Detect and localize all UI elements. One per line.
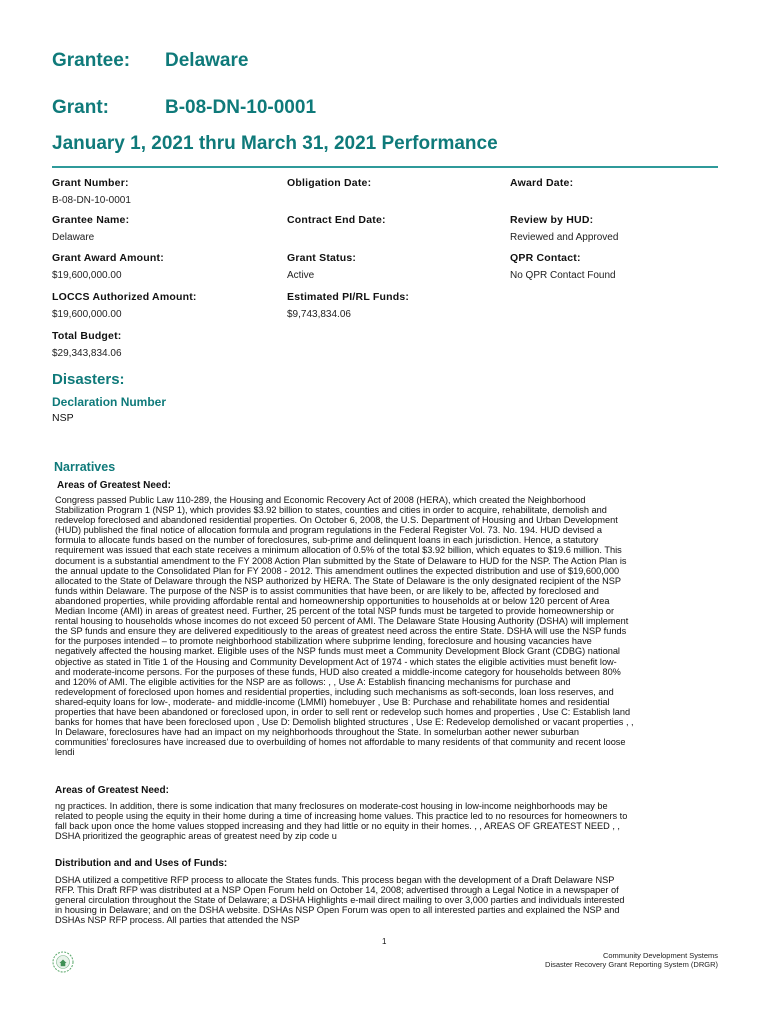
footer-line-1: Community Development Systems: [602, 951, 718, 960]
grant-number-label: Grant Number:: [52, 177, 129, 189]
qpr-contact-value: No QPR Contact Found: [510, 270, 616, 281]
grant-number-field: [52, 177, 131, 206]
contract-end-date-label: Contract End Date:: [287, 214, 386, 226]
distribution-uses-heading: Distribution and and Uses of Funds:: [55, 858, 228, 869]
grant-heading: [52, 97, 316, 119]
areas-of-greatest-need-heading: Areas of Greatest Need:: [57, 480, 171, 491]
grant-award-amount-label: Grant Award Amount:: [52, 252, 164, 264]
footer-line-2: Disaster Recovery Grant Reporting System (DRGR): [545, 960, 718, 969]
review-by-hud-value: Reviewed and Approved: [510, 232, 619, 243]
review-by-hud-field: [510, 214, 618, 243]
total-budget-value: $29,343,834.06: [52, 348, 122, 359]
obligation-date-field: [287, 177, 371, 195]
grant-value: B-08-DN-10-0001: [165, 97, 317, 118]
page-number: 1: [382, 937, 387, 946]
grantee-name-field: [52, 214, 129, 243]
qpr-contact-field: [510, 252, 616, 281]
narratives-heading: Narratives: [54, 460, 116, 474]
award-date-field: [510, 177, 573, 195]
grant-label: Grant:: [52, 97, 109, 118]
grant-number-value: B-08-DN-10-0001: [52, 195, 131, 206]
total-budget-label: Total Budget:: [52, 330, 122, 342]
grant-status-field: [287, 252, 356, 281]
total-budget-field: [52, 330, 122, 359]
header-divider: [52, 166, 718, 168]
qpr-contact-label: QPR Contact:: [510, 252, 581, 264]
grant-award-amount-field: [52, 252, 164, 281]
loccs-authorized-amount-label: LOCCS Authorized Amount:: [52, 291, 197, 303]
estimated-pirl-funds-value: $9,743,834.06: [287, 309, 351, 320]
grantee-value: Delaware: [165, 50, 249, 71]
grantee-label: Grantee:: [52, 50, 131, 71]
grant-status-label: Grant Status:: [287, 252, 357, 264]
obligation-date-label: Obligation Date:: [287, 177, 372, 189]
estimated-pirl-funds-label: Estimated PI/RL Funds:: [287, 291, 410, 303]
review-by-hud-label: Review by HUD:: [510, 214, 594, 226]
grantee-name-value: Delaware: [52, 232, 95, 243]
performance-period-title: January 1, 2021 thru March 31, 2021 Performance: [52, 133, 498, 154]
estimated-pirl-funds-field: [287, 291, 409, 320]
declaration-number-value: NSP: [52, 412, 74, 424]
distribution-uses-text: DSHA utilized a competitive RFP process to allocate the States funds. This process began with the development of a Draft Delaware NSP RFP. This Draft RFP was distributed at a NSP Open Forum held on October 14, 2008; advertised through a Legal Notice in a newspaper of general circulation throughout the State of Delaware; a DSHA Highlights e-mail direct mailing to over 3,000 parties and individuals interested in housing in Delaware; and on the DSHA website. DSHAs NSP Open Forum was open to all interested parties and explained the NSP and DSHAs NSP RFP process. All parties that attended the NSP: [55, 875, 625, 926]
grant-status-value: Active: [287, 270, 315, 281]
areas-of-greatest-need-continued-heading: Areas of Greatest Need:: [55, 785, 169, 796]
loccs-authorized-amount-value: $19,600,000.00: [52, 309, 122, 320]
areas-of-greatest-need-continued-text: ng practices. In addition, there is some indication that many freclosures on moderate-cost housing in low-income neighborhoods may be related to people using the equity in their home during a time of increasing home values. This practice led to no resources for homeowners to fall back upon once the home values stopped increasing and they had little or no equity in their homes. , , AREAS OF GREATEST NEED , , DSHA prioritized the geographic areas of greatest need by zip code u: [55, 801, 628, 842]
grantee-name-label: Grantee Name:: [52, 214, 130, 226]
areas-of-greatest-need-text: Congress passed Public Law 110-289, the Housing and Economic Recovery Act of 2008 (HERA), which created the Neighborhood Stabilization Program 1 (NSP 1), which provides $3.92 billion to states, counties and cities in order to acquire, rehabilitate, demolish and redevelop foreclosed and abandoned residential properties. On October 6, 2008, the U.S. Department of Housing and Urban Development (HUD) published the final notice of allocation formula and program regulations in the Federal Register Vol. 73. No. 194. HUD devised a formula to allocate funds based on the number of foreclosures, sub-prime and delinquent loans in each jurisdiction. Hence, a statutory requirement was issued that each state receives a minimum allocation of 0.5% of the total $3.92 billion, which equates to $19.6 million. This document is a substantial amendment to the FY 2008 Action Plan submitted by the State of Delaware to HUD for the NSP. The Action Plan is the annual update to the Consolidated Plan for FY 2008 - 2012. This amendment outlines the expected distribution and use of $19,600,000 allocated to the State of Delaware through the NSP authorized by HERA. The State of Delaware is the only designated recipient of the NSP funds within Delaware. The purpose of the NSP is to assist communities that have been, or are likely to be, affected by foreclosed and abandoned properties, while providing affordable rental and homeownership opportunities to households at or below 120 percent of Area Median Income (AMI) in areas of greatest need. Further, 25 percent of the total NSP funds must be targeted to provide homeownership or rental housing to households whose incomes do not exceed 50 percent of AMI. The Delaware State Housing Authority (DSHA) will implement the SP funds and ensure they are delivered expeditiously to the areas of greatest need across the entire State. DSHA will use the NSP funds for the purposes intended – to promote neighborhood stabilization where subprime lending, foreclosure and housing vacancies have negatively affected the housing market. Eligible uses of the NSP funds must meet a Community Development Block Grant (CDBG) national objective as stated in Title 1 of the Housing and Community Development Act of 1974 - which states the eligible activities must benefit low- and moderate-income persons. For the purposes of these funds, HUD also created a middle-income category for households between 80% and 120% of AMI. The eligible activities for the NSP are as follows: , , Use A: Establish financing mechanisms for purchase and redevelopment of foreclosed upon homes and residential properties, including such mechanisms as soft-seconds, loan loss reserves, and shared-equity loans for low-, moderate- and middle-income (LMMI) homebuyer , Use B: Purchase and rehabilitate homes and residential properties that have been abandoned or foreclosed upon, in order to sell rent or redevelop such homes and properties , Use C: Establish land banks for homes that have been foreclosed upon , Use D: Demolish blighted structures , Use E: Redevelop demolished or vacant properties , , In Delaware, foreclosures have had an impact on my neighborhoods throughout the State. In somelurban aother newer suburban communities' foreclosures have increased due to overbuilding of homes not affordable to many residents of that community and recent loose lendi: [55, 495, 634, 758]
award-date-label: Award Date:: [510, 177, 574, 189]
declaration-number-label: Declaration Number: [52, 395, 167, 409]
grant-award-amount-value: $19,600,000.00: [52, 270, 122, 281]
hud-seal-icon: [52, 951, 74, 973]
disasters-heading: Disasters:: [52, 371, 125, 388]
grantee-heading: [52, 50, 248, 72]
contract-end-date-field: [287, 214, 386, 232]
footer-credit: [545, 951, 718, 969]
loccs-authorized-amount-field: [52, 291, 197, 320]
